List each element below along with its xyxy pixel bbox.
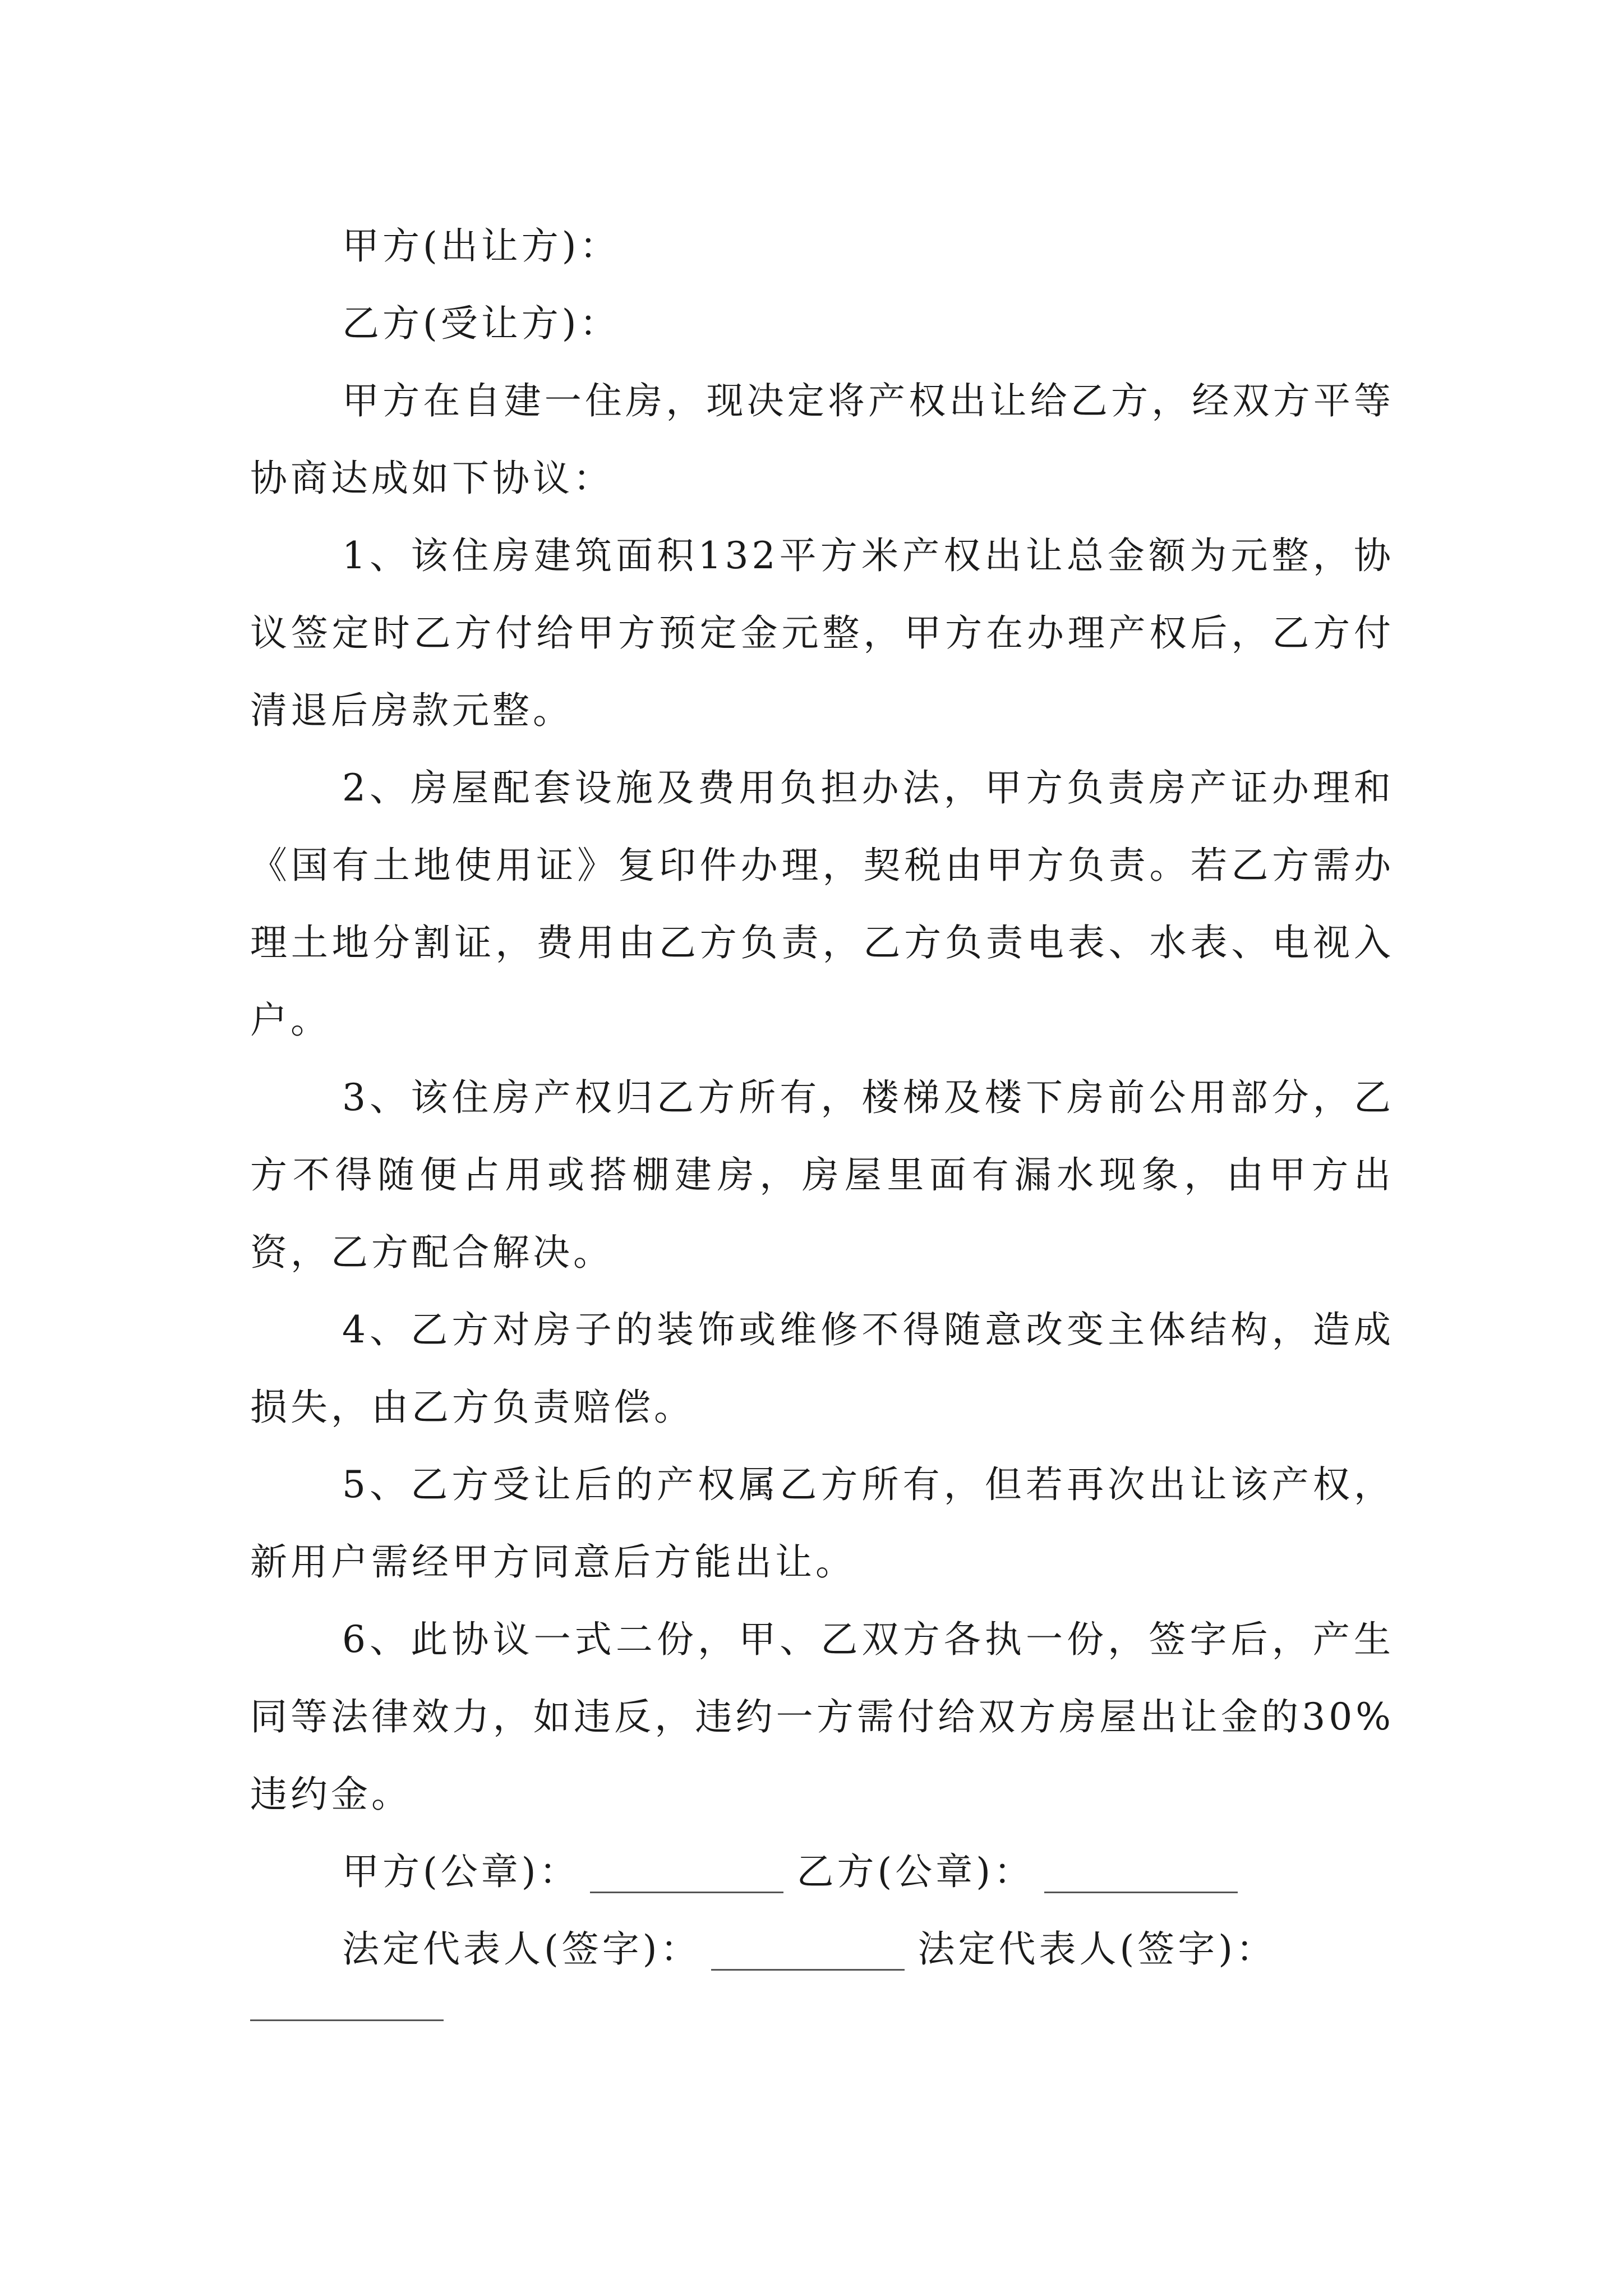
party-a-seal-blank[interactable] bbox=[590, 1855, 783, 1893]
clause-4: 4、乙方对房子的装饰或维修不得随意改变主体结构，造成损失，由乙方负责赔偿。 bbox=[250, 1308, 1394, 1429]
representative-line bbox=[250, 1911, 1394, 1988]
party-b-rep-label: 法定代表人(签字)： bbox=[917, 1927, 1276, 1971]
party-b-line: 乙方(受让方)： bbox=[342, 302, 620, 345]
party-b-rep-blank[interactable] bbox=[250, 2019, 444, 2021]
party-a-line: 甲方(出让方)： bbox=[342, 224, 620, 268]
party-a-seal-label: 甲方(公章)： bbox=[342, 1850, 580, 1893]
clause-1: 1、该住房建筑面积132平方米产权出让总金额为元整，协议签定时乙方付给甲方预定金元整，甲方在办理产权后，乙方付清退后房款元整。 bbox=[250, 534, 1394, 732]
contract-body bbox=[250, 208, 1394, 1988]
party-a-rep-label: 法定代表人(签字)： bbox=[342, 1927, 701, 1971]
party-a-rep-blank[interactable] bbox=[711, 1932, 905, 1971]
clause-3: 3、该住房产权归乙方所有，楼梯及楼下房前公用部分，乙方不得随便占用或搭棚建房，房屋里面有漏水现象，由甲方出资，乙方配合解决。 bbox=[250, 1076, 1394, 1274]
clause-2: 2、房屋配套设施及费用负担办法，甲方负责房产证办理和《国有土地使用证》复印件办理，契税由甲方负责。若乙方需办理土地分割证，费用由乙方负责，乙方负责电表、水表、电视入户。 bbox=[250, 766, 1394, 1042]
party-b-seal-label: 乙方(公章)： bbox=[796, 1850, 1034, 1893]
clause-6: 6、此协议一式二份，甲、乙双方各执一份，签字后，产生同等法律效力，如违反，违约一方需付给双方房屋出让金的30%违约金。 bbox=[250, 1618, 1394, 1816]
intro-paragraph: 甲方在自建一住房，现决定将产权出让给乙方，经双方平等协商达成如下协议： bbox=[250, 379, 1394, 500]
party-b-seal-blank[interactable] bbox=[1044, 1855, 1238, 1893]
seal-line bbox=[250, 1833, 1394, 1911]
clause-5: 5、乙方受让后的产权属乙方所有，但若再次出让该产权，新用户需经甲方同意后方能出让。 bbox=[250, 1463, 1394, 1584]
